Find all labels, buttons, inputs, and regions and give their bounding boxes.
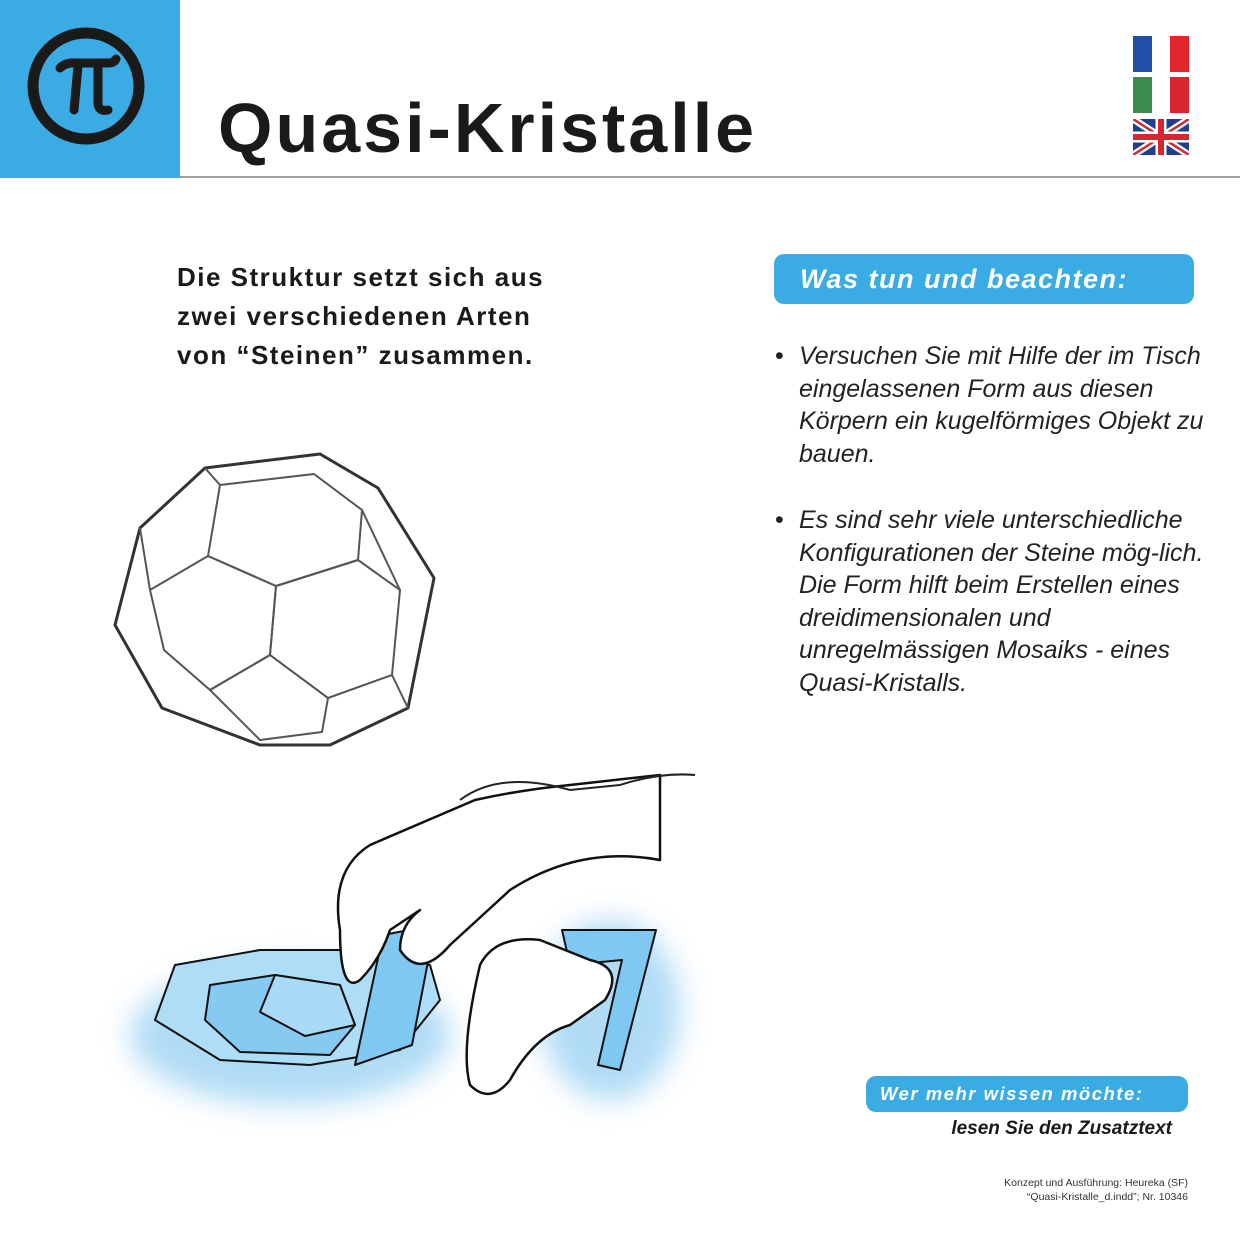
header-divider xyxy=(180,176,1240,178)
hands-assembling-icon xyxy=(130,774,695,1105)
intro-line: von “Steinen” zusammen. xyxy=(177,340,534,370)
list-item-text: Versuchen Sie mit Hilfe der im Tisch eingelassenen Form aus diesen Körpern ein kugelförmiges Objekt zu bauen. xyxy=(799,342,1204,468)
header-accent-box xyxy=(0,0,180,178)
list-item-text: Es sind sehr viele unterschiedliche Konfigurationen der Steine mög-lich. Die Form hilft beim Erstellen eines dreidimensionalen und unregelmässigen Mosaiks - eines Quasi-Kristalls. xyxy=(799,506,1204,697)
list-item xyxy=(775,340,1215,470)
page-title: Quasi-Kristalle xyxy=(218,89,758,167)
list-item xyxy=(775,504,1215,699)
more-info-heading: Wer mehr wissen möchte: xyxy=(866,1076,1188,1112)
instructions-heading: Was tun und beachten: xyxy=(774,254,1194,304)
intro-line: zwei verschiedenen Arten xyxy=(177,301,532,331)
intro-line: Die Struktur setzt sich aus xyxy=(177,262,545,292)
flag-france-icon[interactable] xyxy=(1133,36,1189,72)
flag-italy-icon[interactable] xyxy=(1133,77,1189,113)
credits-line: “Quasi-Kristalle_d.indd”; Nr. 10346 xyxy=(1026,1191,1188,1203)
intro-text xyxy=(177,258,617,375)
illustration xyxy=(100,440,720,1200)
credits-line: Konzept und Ausführung: Heureka (SF) xyxy=(1004,1177,1188,1189)
bullet-icon: • xyxy=(775,342,784,370)
credits xyxy=(880,1176,1188,1204)
more-info-text: lesen Sie den Zusatztext xyxy=(951,1118,1172,1139)
pi-symbol-icon xyxy=(26,26,146,146)
instructions-list xyxy=(775,340,1215,733)
bullet-icon: • xyxy=(775,506,784,534)
flag-uk-icon[interactable] xyxy=(1133,119,1189,155)
polyhedron-icon xyxy=(115,454,434,745)
